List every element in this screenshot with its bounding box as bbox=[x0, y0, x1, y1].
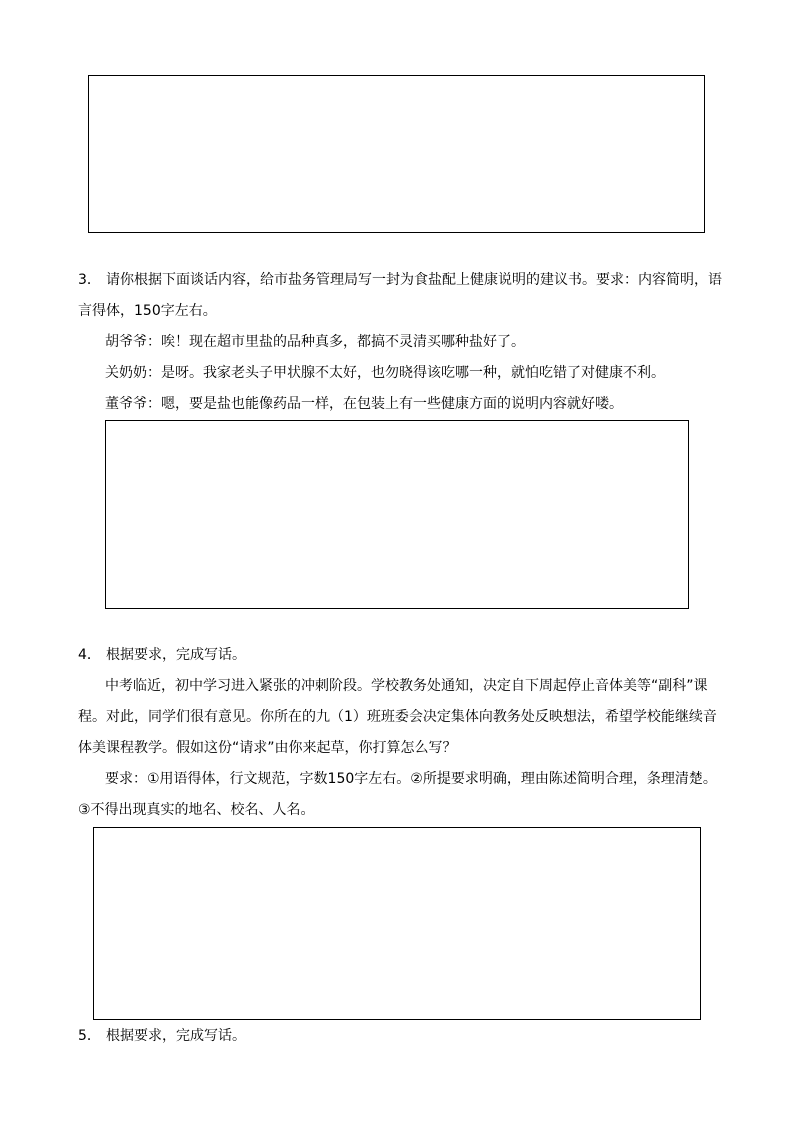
q4-passage-line-1: 中考临近，初中学习进入紧张的冲刺阶段。学校教务处通知，决定自下周起停止音体美等“副科”课 bbox=[105, 678, 708, 694]
q4-number: 4． bbox=[78, 647, 101, 663]
q4-passage-line-2: 程。对此，同学们很有意见。你所在的九（1）班班委会决定集体向教务处反映想法，希望学校能继续音 bbox=[78, 709, 717, 725]
q4-requirement-line-1: 要求：①用语得体，行文规范，字数150字左右。②所提要求明确，理由陈述简明合理，条理清楚。 bbox=[105, 771, 717, 787]
q4-requirement-line-2: ③不得出现真实的地名、校名、人名。 bbox=[78, 802, 315, 818]
q3-prompt-line-2: 言得体，150字左右。 bbox=[78, 303, 217, 319]
answer-box-q4[interactable] bbox=[93, 827, 701, 1020]
q3-dialogue-2: 关奶奶：是呀。我家老头子甲状腺不太好，也勿晓得该吃哪一种，就怕吃错了对健康不利。 bbox=[105, 365, 665, 381]
q3-dialogue-3: 董爷爷：嗯，要是盐也能像药品一样，在包装上有一些健康方面的说明内容就好喽。 bbox=[105, 396, 623, 412]
q3-number: 3． bbox=[78, 272, 101, 288]
q5-prompt: 5． 根据要求，完成写话。 bbox=[78, 1028, 246, 1044]
q4-prompt: 4． 根据要求，完成写话。 bbox=[78, 647, 246, 663]
q3-dialogue-1: 胡爷爷：唉！现在超市里盐的品种真多，都搞不灵清买哪种盐好了。 bbox=[105, 334, 525, 350]
answer-box-q2[interactable] bbox=[88, 75, 705, 233]
q4-passage-line-3: 体美课程教学。假如这份“请求”由你来起草，你打算怎么写？ bbox=[78, 740, 457, 756]
q3-prompt-line-1: 3． 请你根据下面谈话内容，给市盐务管理局写一封为食盐配上健康说明的建议书。要求：内容简明，语 bbox=[78, 272, 722, 288]
q5-number: 5． bbox=[78, 1028, 101, 1044]
answer-box-q3[interactable] bbox=[105, 420, 689, 609]
